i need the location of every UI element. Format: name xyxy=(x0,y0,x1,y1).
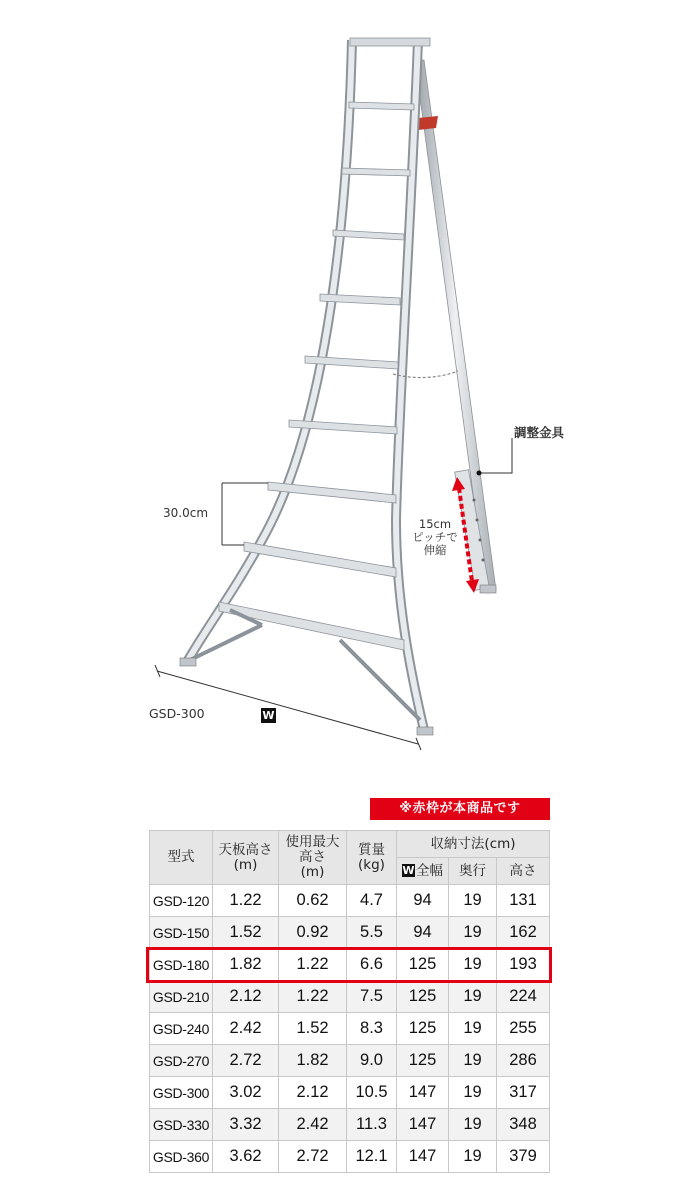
width-w-icon: W xyxy=(402,863,415,877)
top-cap xyxy=(350,38,430,46)
cell-height: 379 xyxy=(497,1141,550,1173)
cell-model: GSD-210 xyxy=(150,981,213,1013)
pitch-label-line: 伸縮 xyxy=(423,543,447,557)
cell-width: 147 xyxy=(397,1077,449,1109)
header-max-height xyxy=(279,831,347,885)
cell-width: 125 xyxy=(397,1045,449,1077)
header-width xyxy=(397,858,449,885)
cell-width: 147 xyxy=(397,1109,449,1141)
pitch-label-line: 15cm xyxy=(418,517,452,531)
cell-depth: 19 xyxy=(449,917,497,949)
header-text: 全幅 xyxy=(416,862,443,879)
cell-model: GSD-180 xyxy=(150,949,213,981)
cell-max-height: 2.42 xyxy=(279,1109,347,1141)
cell-height: 317 xyxy=(497,1077,550,1109)
header-text: 天板高さ xyxy=(218,841,273,858)
cell-top-height: 2.42 xyxy=(213,1013,279,1045)
header-text: 使用最大 xyxy=(285,834,340,850)
top-clamp-red xyxy=(418,116,438,130)
cell-height: 348 xyxy=(497,1109,550,1141)
cell-height: 286 xyxy=(497,1045,550,1077)
cell-height: 193 xyxy=(497,949,550,981)
cell-width: 94 xyxy=(397,917,449,949)
right-rail xyxy=(396,40,424,730)
cell-weight: 4.7 xyxy=(347,885,397,917)
cell-width: 94 xyxy=(397,885,449,917)
cell-max-height: 1.22 xyxy=(279,949,347,981)
cell-height: 162 xyxy=(497,917,550,949)
header-unit: (m) xyxy=(300,864,325,880)
cell-top-height: 3.02 xyxy=(213,1077,279,1109)
header-weight xyxy=(347,831,397,885)
cell-model: GSD-330 xyxy=(150,1109,213,1141)
table-row xyxy=(150,1141,550,1173)
step-spacing-label: 30.0cm xyxy=(163,506,209,520)
table-row xyxy=(150,1013,550,1045)
cell-weight: 7.5 xyxy=(347,981,397,1013)
table-row xyxy=(150,1045,550,1077)
cell-max-height: 2.12 xyxy=(279,1077,347,1109)
header-model: 型式 xyxy=(150,831,213,885)
adjuster-leader xyxy=(477,438,513,476)
cell-depth: 19 xyxy=(449,949,497,981)
cell-depth: 19 xyxy=(449,885,497,917)
cell-weight: 8.3 xyxy=(347,1013,397,1045)
table-row xyxy=(150,917,550,949)
header-height: 高さ xyxy=(497,858,550,885)
header-storage: 収納寸法(cm) xyxy=(397,831,550,858)
foot-left xyxy=(180,658,196,666)
table-row xyxy=(150,1109,550,1141)
header-unit: (m) xyxy=(233,856,258,873)
cell-top-height: 1.52 xyxy=(213,917,279,949)
foot-right xyxy=(417,727,433,735)
header-top-height xyxy=(213,831,279,885)
model-caption: GSD-300 xyxy=(149,706,205,721)
header-depth: 奥行 xyxy=(449,858,497,885)
cell-weight: 10.5 xyxy=(347,1077,397,1109)
header-text: 高さ xyxy=(299,849,326,865)
back-pole xyxy=(415,60,496,593)
cell-weight: 6.6 xyxy=(347,949,397,981)
cell-top-height: 1.22 xyxy=(213,885,279,917)
cell-weight: 9.0 xyxy=(347,1045,397,1077)
cell-width: 125 xyxy=(397,949,449,981)
cell-model: GSD-120 xyxy=(150,885,213,917)
cell-width: 125 xyxy=(397,1013,449,1045)
cell-max-height: 2.72 xyxy=(279,1141,347,1173)
table-row xyxy=(150,1077,550,1109)
spec-table xyxy=(149,830,550,1173)
table-row xyxy=(150,885,550,917)
spec-table-body xyxy=(150,885,550,1173)
cell-width: 147 xyxy=(397,1141,449,1173)
cell-depth: 19 xyxy=(449,1013,497,1045)
cell-depth: 19 xyxy=(449,1141,497,1173)
cell-max-height: 1.52 xyxy=(279,1013,347,1045)
width-w-icon: W xyxy=(262,709,275,722)
cell-depth: 19 xyxy=(449,1109,497,1141)
table-row xyxy=(150,949,550,981)
adjuster-label: 調整金具 xyxy=(514,425,565,440)
cell-height: 224 xyxy=(497,981,550,1013)
cell-weight: 11.3 xyxy=(347,1109,397,1141)
cell-max-height: 1.82 xyxy=(279,1045,347,1077)
cell-depth: 19 xyxy=(449,1077,497,1109)
cell-top-height: 3.62 xyxy=(213,1141,279,1173)
cell-max-height: 1.22 xyxy=(279,981,347,1013)
cell-weight: 12.1 xyxy=(347,1141,397,1173)
header-unit: (kg) xyxy=(358,856,385,873)
cell-model: GSD-300 xyxy=(150,1077,213,1109)
cell-top-height: 3.32 xyxy=(213,1109,279,1141)
cell-max-height: 0.92 xyxy=(279,917,347,949)
cell-height: 131 xyxy=(497,885,550,917)
cell-width: 125 xyxy=(397,981,449,1013)
cell-top-height: 1.82 xyxy=(213,949,279,981)
cell-max-height: 0.62 xyxy=(279,885,347,917)
table-row xyxy=(150,981,550,1013)
left-rail xyxy=(187,40,352,662)
cell-depth: 19 xyxy=(449,1045,497,1077)
highlight-notice-badge: ※赤枠が本商品です xyxy=(370,798,550,820)
cell-depth: 19 xyxy=(449,981,497,1013)
cell-top-height: 2.72 xyxy=(213,1045,279,1077)
cell-model: GSD-360 xyxy=(150,1141,213,1173)
cell-model: GSD-270 xyxy=(150,1045,213,1077)
header-text: 質量 xyxy=(358,841,385,858)
pitch-label-line: ピッチで xyxy=(412,530,458,544)
cell-height: 255 xyxy=(497,1013,550,1045)
cell-weight: 5.5 xyxy=(347,917,397,949)
cell-model: GSD-240 xyxy=(150,1013,213,1045)
cell-model: GSD-150 xyxy=(150,917,213,949)
pitch-label xyxy=(405,518,465,557)
cell-top-height: 2.12 xyxy=(213,981,279,1013)
